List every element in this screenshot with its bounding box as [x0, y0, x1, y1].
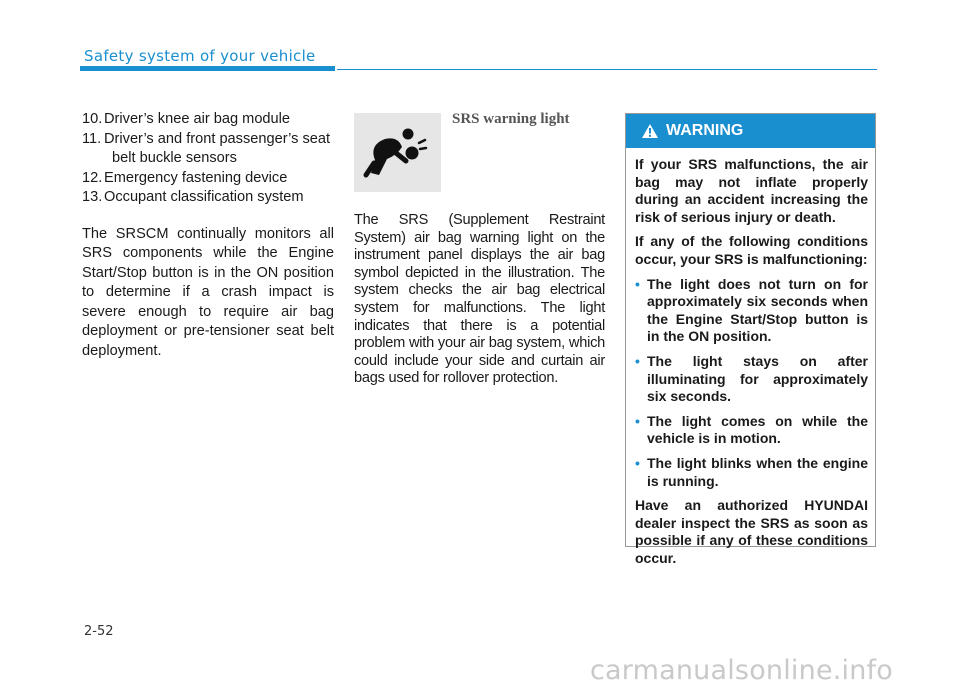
list-number: 13.: [82, 189, 103, 205]
list-item: [82, 110, 334, 130]
list-item: [82, 130, 334, 169]
list-number: 11.: [82, 130, 102, 147]
bullet-dot-icon: •: [635, 275, 640, 292]
bullet-text: The light does not turn on for approximately six seconds when the Engine Start/Stop button is in the ON position.: [647, 275, 868, 345]
bullet-text: The light comes on while the vehicle is in motion.: [647, 412, 868, 447]
list-text: Occupant classification system: [104, 189, 304, 205]
bullet-text: The light blinks when the engine is running.: [647, 454, 868, 489]
list-text: Emergency fastening device: [104, 169, 288, 186]
warning-header: [626, 114, 875, 148]
bullet-dot-icon: •: [635, 454, 640, 471]
left-column: [82, 110, 334, 361]
header-rule: [337, 69, 877, 70]
warning-lead: If any of the following conditions occur, your SRS is malfunctioning:: [635, 233, 868, 267]
warning-bullet: [635, 413, 868, 448]
watermark: carmanualsonline.info: [590, 655, 893, 686]
bullet-dot-icon: •: [635, 352, 640, 369]
body-paragraph: The SRSCM continually monitors all SRS components while the Engine Start/Stop button is in the ON position to determine if a crash impact is severe enough to require air bag deployment or pre-tensioner seat belt deployment.: [82, 225, 334, 359]
body-paragraph: The SRS (Supplement Restraint System) air bag warning light on the instrument panel displays the air bag symbol depicted in the illustration. The system checks the air bag electrical system for malfunctions. The light indicates that there is a potential problem with your air bag system, which could include your side and curtain air bags used for rollover protection.: [354, 212, 605, 387]
warning-bullet: [635, 276, 868, 346]
warning-bullet: [635, 353, 868, 406]
section-header-title: Safety system of your vehicle: [84, 47, 316, 65]
bullet-text: The light stays on after illuminating for approximately six seconds.: [647, 352, 868, 405]
warning-title: WARNING: [666, 122, 744, 139]
list-number: 10.: [82, 111, 103, 127]
warning-bullet: [635, 455, 868, 490]
warning-triangle-icon: [642, 124, 658, 138]
header-accent-bar: [80, 66, 335, 71]
list-text: Driver’s and front passenger’s seat belt buckle sensors: [104, 130, 331, 166]
warning-box: [625, 113, 876, 566]
page-number: 2-52: [84, 624, 114, 639]
bullet-dot-icon: •: [635, 412, 640, 429]
list-number: 12.: [82, 169, 103, 186]
list-text: Driver’s knee air bag module: [104, 111, 291, 127]
warning-intro: If your SRS malfunctions, the air bag may not inflate properly during an accident increasing the risk of serious injury or death.: [635, 156, 868, 225]
section-heading: SRS warning light: [452, 111, 570, 127]
warning-body: [626, 148, 875, 567]
warning-closing: Have an authorized HYUNDAI dealer inspect the SRS as soon as possible if any of these conditions occur.: [635, 497, 868, 566]
list-item: [82, 169, 334, 189]
list-item: [82, 188, 334, 208]
airbag-warning-icon: [354, 113, 441, 192]
